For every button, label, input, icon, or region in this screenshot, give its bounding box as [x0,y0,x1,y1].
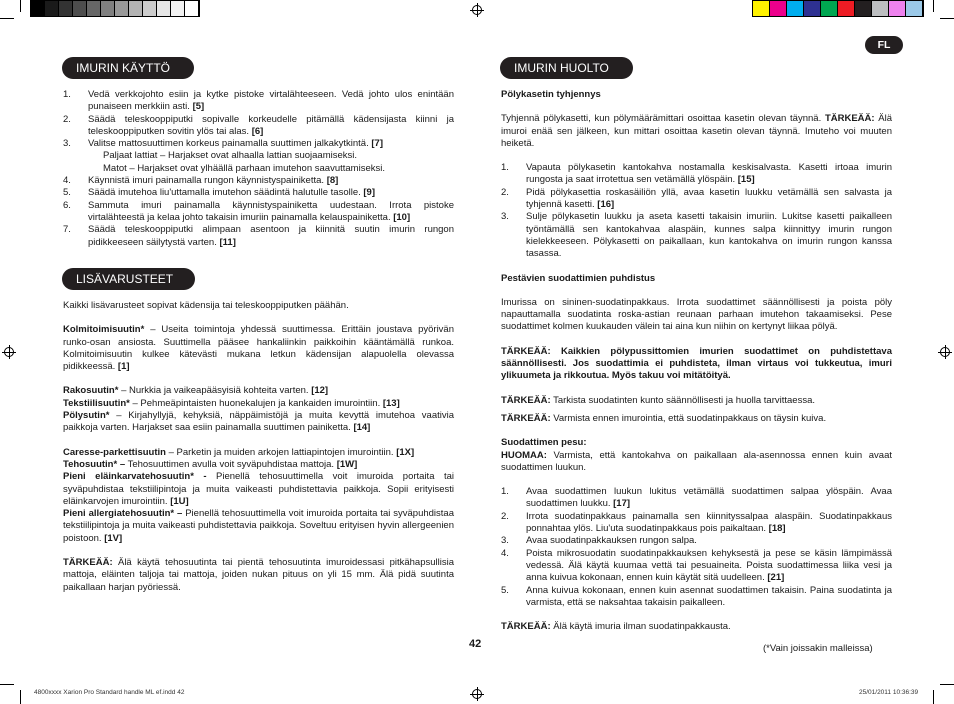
list-number: 3. [501,535,509,547]
list-item [501,548,892,585]
gray-swatch [73,1,87,16]
list-text: Valitse mattosuuttimen korkeus painamalla suuttimen jalkakytkintä. [7] [88,138,383,150]
filters-warning-dry: TÄRKEÄÄ: Varmista ennen imurointia, että suodatinpakkaus on täysin kuiva. [501,412,827,424]
usage-steps-list-2 [63,175,454,249]
list-number: 4. [63,175,71,187]
heading-filter-wash: Suodattimen pesu: [501,437,587,449]
section-header-maintenance: IMURIN HUOLTO [500,57,633,79]
list-item [501,535,892,547]
heading-dust-cassette: Pölykasetin tyhjennys [501,89,601,100]
filters-intro: Imurissa on sininen-suodatinpakkaus. Irrota suodattimet säännöllisesti ja poista pöly napauttamalla suodatinta roska-astian reunaan parhaan imutehon takaamiseksi. Pese suodattimet kolmen kuukauden välein tai aina kun niihin on kertynyt liikaa pölyä. [501,296,892,333]
list-text: Säädä teleskooppiputki alimpaan asentoon ja kiinnitä suutin imurin rungon pidikkeeseen säilytystä varten. [11] [88,224,454,248]
color-swatch [872,1,889,16]
crop-mark [20,690,21,704]
accessory-allergy: Pieni allergiatehosuutin* – Pienellä tehosuuttimella voit imuroida portaita tai syväpuhdistaa tekstiilipintoja ja muita vaikeasti puhdistettavia paikkoja. Soveltuu erityisen hyvin allergeenien poistoon. [1V] [63,508,454,544]
list-item [501,486,892,511]
filter-wash-note: HUOMAA: Varmista, että kantokahva on paikallaan ala-asennossa ennen kuin avaat suodattimen luukun. [501,449,892,473]
left-column-usage [63,89,454,249]
crop-mark [0,18,14,19]
crop-mark [0,684,14,685]
filters-warning-main: TÄRKEÄÄ: Kaikkien pölypussittomien imurien suodattimet on puhdistettava säännöllisesti. Jos suodattimia ei puhdisteta, ilman virtaus voi tukkeutua, imuri ylikuumeta ja rikkoutua. Myös takuu voi mitätöityä. [501,345,892,382]
grayscale-calibration-bar [30,0,200,17]
crop-mark [940,18,954,19]
section-header-accessories: LISÄVARUSTEET [62,268,195,290]
color-swatch [787,1,804,16]
accessory-kolmitoimisuutin: Kolmitoimisuutin* – Useita toimintoja yhdessä suuttimessa. Erittäin joustava pyörivän runko-osan ansiosta. Suuttimella pääsee hankaliinkin paikkoihin kääntämällä runkoa. Kolmitoimisuutin kulkee kätevästi mukana letkun kädensijan alapuolella olevassa pidikkeessä. [1] [63,324,454,373]
color-swatch [838,1,855,16]
accessory-caresse: Caresse-parkettisuutin – Parketin ja muiden arkojen lattiapintojen imurointiin. [1X] [63,446,415,458]
filter-wash-steps-list [501,486,892,609]
registration-mark-right-icon [938,345,952,359]
gray-swatch [59,1,73,16]
list-text: Vedä verkkojohto esiin ja kytke pistoke virtalähteeseen. Vedä johto ulos enintään punaiseen merkkiin asti. [5] [88,89,454,113]
figure-ref: [10] [393,211,411,223]
list-item [63,200,454,225]
date-slug: 25/01/2011 10:36:39 [859,689,919,696]
section-header-usage: IMURIN KÄYTTÖ [62,57,194,79]
list-number: 3. [501,211,509,223]
crop-mark [933,0,934,12]
heading-washable-filters: Pestävien suodattimien puhdistus [501,272,656,284]
list-item [501,211,892,260]
list-item [63,138,454,150]
accessory-tekstiilisuutin: Tekstiilisuutin* – Pehmeäpintaisten huonekalujen ja kankaiden imurointiin. [13] [63,397,400,409]
figure-ref: [15] [737,174,755,186]
cassette-steps-list [501,162,892,260]
list-item [501,162,892,187]
figure-ref: [5] [192,101,205,113]
color-swatch [753,1,770,16]
list-text: Pidä pölykasettia roskasäiliön yllä, avaa kasetin luukku vetämällä sen salvasta ja tyhjennä kasetti. [16] [526,186,892,211]
list-text: Säädä imutehoa liu'uttamalla imutehon säädintä halutulle tasolle. [9] [88,187,376,199]
dust-cassette-intro: Tyhjennä pölykasetti, kun pölymäärämittari osoittaa kasetin olevan täynnä. TÄRKEÄÄ: Älä imuroi enää sen jälkeen, kun mittari osoittaa kasetin olevan täynnä. Imuteho voi muuten heiketä. [501,113,893,149]
gray-swatch [185,1,199,16]
registration-mark-bottom-icon [470,687,484,701]
accessories-warning: TÄRKEÄÄ: Älä käytä tehosuutinta tai pientä tehosuutinta imuroidessasi pitkähapsullisia mattoja, eläinten taljoja tai mattoja, joiden nukan pituus on yli 15 mm. Älä pidä suutinta paikallaan harjan pyöriessä. [63,557,454,593]
accessory-tehosuutin: Tehosuutin* – Tehosuuttimen avulla voit syväpuhdistaa mattoja. [1W] [63,458,358,470]
list-text: Avaa suodattimen luukun lukitus vetämällä suodattimen salpaa ylöspäin. Avaa suodattimen luukku. [17] [526,486,892,510]
list-text: Avaa suodatinpakkauksen rungon salpa. [526,535,697,547]
figure-ref: [7] [371,138,383,150]
color-swatch [889,1,906,16]
gray-swatch [129,1,143,16]
crop-mark [20,0,21,12]
list-number: 6. [63,199,71,211]
crop-mark [933,690,934,704]
list-number: 2. [501,186,509,198]
list-number: 2. [501,510,509,522]
list-text: Irrota suodatinpakkaus painamalla sen kiinnityssalpaa alaspäin. Suodatinpakkaus ponnahtaa ylös. Liu'uta suodatinpakkaus pois paikaltaan. [18] [526,510,892,535]
figure-ref: [21] [767,572,785,584]
figure-ref: [6] [251,125,264,137]
list-number: 5. [501,584,509,596]
color-calibration-bar [752,0,924,17]
color-swatch [770,1,787,16]
file-slug: 4800xxxx Xarion Pro Standard handle ML ef.indd 42 [34,689,185,696]
figure-ref: [16] [597,199,615,211]
list-number: 3. [63,138,71,150]
color-swatch [804,1,821,16]
list-number: 2. [63,113,71,125]
list-item [501,187,892,212]
left-column-accessories [63,300,454,594]
gray-swatch [115,1,129,16]
figure-ref: [18] [768,523,786,535]
figure-ref: [17] [613,498,631,510]
color-swatch [855,1,872,16]
gray-swatch [31,1,45,16]
list-number: 1. [501,486,509,498]
list-number: 5. [63,187,71,199]
list-item [63,89,454,114]
list-item [63,187,454,199]
registration-mark-top-icon [470,3,484,17]
list-item [63,114,454,139]
figure-ref: [9] [363,187,376,199]
filters-warning-no-filter: TÄRKEÄÄ: Älä käytä imuria ilman suodatinpakkausta. [501,621,731,633]
sub-note-carpets: Matot – Harjakset ovat ylhäällä parhaan imutehon saavuttamiseksi. [103,162,385,174]
list-text: Poista mikrosuodatin suodatinpakkauksen kehyksestä ja pese se käsin lämpimässä vedessä. Älä käytä kuumaa vettä tai pesuaineita. Poista suodattimessa liika vesi ja anna kuivua kokonaan, ennen kuin käytät sitä uudelleen. [21] [526,547,892,584]
list-item [63,224,454,249]
list-item [501,511,892,536]
list-text: Vapauta pölykasetin kantokahva nostamalla keskisalvasta. Kasetti irtoaa imurin rungosta ja saat irrotettua sen vetämällä ylöspäin. [15] [526,162,892,186]
figure-ref: [8] [326,175,339,187]
page-number: 42 [469,638,482,650]
color-swatch [821,1,838,16]
list-number: 1. [501,162,509,174]
accessories-intro: Kaikki lisävarusteet sopivat kädensija tai teleskooppiputken päähän. [63,300,349,311]
gray-swatch [171,1,185,16]
right-column-maintenance [501,89,892,633]
list-item [63,175,454,187]
figure-ref: [11] [219,236,236,248]
list-text: Käynnistä imuri painamalla rungon käynnistyspainiketta. [8] [88,175,339,187]
accessory-polysutin: Pölysutin* – Kirjahyllyjä, kehyksiä, näppäimistöjä ja muita kevyttä imutehoa vaativia paikkoja varten. Harjakset saa esiin painamalla suuttimen painiketta. [14] [63,410,454,434]
gray-swatch [143,1,157,16]
list-text: Sammuta imuri painamalla käynnistyspainiketta uudestaan. Irrota pistoke virtalähteestä ja kelaa johto takaisin imuriin painamalla kelauspainiketta. [10] [88,199,454,223]
crop-mark [940,684,954,685]
accessory-rakosuutin: Rakosuutin* – Nurkkia ja vaikeapääsyisiä kohteita varten. [12] [63,385,329,397]
list-item [501,585,892,610]
registration-mark-left-icon [2,345,16,359]
gray-swatch [87,1,101,16]
gray-swatch [45,1,59,16]
list-text: Säädä teleskooppiputki sopivalle korkeudelle pitämällä kädensijasta kiinni ja teleskooppiputken sovitin ylös tai alas. [6] [88,113,454,137]
filters-warning-check: TÄRKEÄÄ: Tarkista suodatinten kunto säännöllisesti ja huolla tarvittaessa. [501,394,816,406]
list-text: Sulje pölykasetin luukku ja aseta kasetti takaisin imuriin. Lukitse kasetti paikalleen työntämällä sen kantokahvaa alaspäin, kunnes salpa kiinnittyy imurin rungon kielekkeeseen. Pölykasetti on paikallaan, kun kantokahva on imurin rungon kanssa tasassa. [526,211,892,260]
language-badge: FL [865,36,903,54]
gray-swatch [101,1,115,16]
list-number: 7. [63,224,71,236]
footnote: (*Vain joissakin malleissa) [763,643,873,654]
usage-steps-list [63,89,454,150]
sub-note-bare-floors: Paljaat lattiat – Harjakset ovat alhaalla lattian suojaamiseksi. [103,150,357,162]
color-swatch [906,1,923,16]
accessory-pet-hair: Pieni eläinkarvatehosuutin* - Pienellä tehosuuttimella voit imuroida portaita tai syväpuhdistaa tekstiilipintoja ja muita vaikeasti puhdistettavia paikkoja. Sopii erityisesti eläinkarvojen imurointiin. [1U] [63,471,454,507]
list-text: Anna kuivua kokonaan, ennen kuin asennat suodattimen takaisin. Paina suodatinta ja varmista, että se naksahtaa takaisin paikalleen. [526,584,892,608]
gray-swatch [157,1,171,16]
list-number: 1. [63,89,71,100]
list-number: 4. [501,547,509,559]
